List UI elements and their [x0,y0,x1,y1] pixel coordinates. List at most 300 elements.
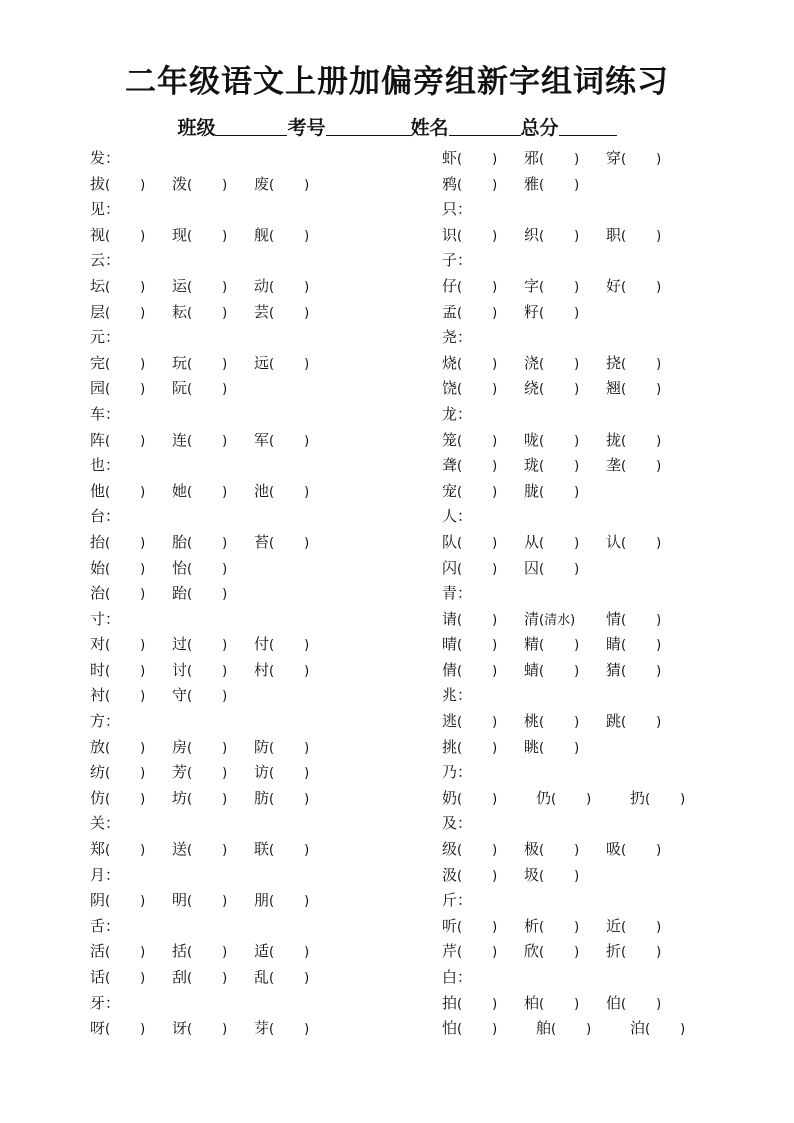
character: 治 [90,584,106,603]
character: 现 [172,225,188,244]
character: 挠 [606,353,622,372]
word-cell [254,965,309,992]
character: 听 [442,916,458,935]
character: 柏 [524,993,540,1012]
word-row [90,760,390,786]
word-cell [254,735,309,762]
word-cell [172,274,227,301]
close-paren: ) [492,356,498,372]
close-paren: ) [574,638,580,654]
open-paren: ( [539,945,545,961]
exam-number-label: 考号 [287,117,326,139]
open-paren: ( [457,177,463,193]
character: 从 [524,532,540,551]
open-paren: ( [457,228,463,244]
word-cell [90,632,145,659]
close-paren: ) [222,766,228,782]
word-cell [254,760,309,787]
word-cell [606,530,661,557]
word-row [90,1016,390,1042]
close-paren: ) [492,177,498,193]
open-paren: ( [105,843,111,859]
word-row [90,683,390,709]
character: 怡 [172,558,188,577]
word-cell [90,939,145,966]
open-paren: ( [457,638,463,654]
word-cell [442,351,497,378]
open-paren: ( [105,535,111,551]
close-paren: ) [304,356,310,372]
radical-heading: 云： [90,251,121,270]
close-paren: ) [492,612,498,628]
word-cell [630,786,685,813]
open-paren: ( [457,612,463,628]
word-row [90,274,390,300]
word-cell [524,939,579,966]
word-cell [442,172,497,199]
word-cell [90,300,145,327]
student-info-line [0,114,794,142]
open-paren: ( [457,945,463,961]
open-paren: ( [621,356,627,372]
character: 刮 [172,968,188,986]
close-paren: ) [574,459,580,475]
close-paren: ) [574,996,580,1012]
word-cell [442,530,497,557]
word-cell [524,428,579,455]
word-cell [524,223,579,250]
close-paren: ) [574,228,580,244]
character: 园 [90,379,106,398]
word-cell [172,735,227,762]
close-paren: ) [574,279,580,295]
word-cell [172,786,227,813]
close-paren: ) [492,996,498,1012]
word-cell [524,300,579,327]
class-blank[interactable] [215,115,287,136]
character: 情 [606,609,622,628]
open-paren: ( [269,535,275,551]
word-cell [254,632,309,659]
close-paren: ) [656,843,662,859]
character: 桃 [524,712,540,731]
word-cell [606,607,661,634]
radical-heading: 元： [90,328,121,347]
character: 职 [606,225,622,244]
word-cell [254,479,309,506]
open-paren: ( [539,459,545,475]
word-cell [90,479,145,506]
close-paren: ) [140,766,146,782]
character: 垄 [606,456,622,475]
close-paren: ) [574,843,580,859]
word-cell [172,760,227,787]
character: 耘 [172,302,188,321]
word-cell [606,709,661,736]
word-cell [442,1016,497,1043]
word-cell [524,658,579,685]
close-paren: ) [140,356,146,372]
word-cell [524,837,579,864]
open-paren: ( [187,766,193,782]
character: 军 [254,430,270,449]
open-paren: ( [105,740,111,756]
word-row [90,658,390,684]
character: 连 [172,430,188,449]
close-paren: ) [492,791,498,807]
close-paren: ) [656,945,662,961]
word-cell [442,300,497,327]
character: 级 [442,840,458,859]
word-cell [606,632,661,659]
character: 括 [172,942,188,961]
close-paren: ) [574,356,580,372]
word-row [442,632,762,658]
character: 字 [524,276,540,295]
character: 清 [524,609,540,628]
word-cell [524,376,579,403]
word-cell [172,939,227,966]
open-paren: ( [105,689,111,705]
word-cell [172,351,227,378]
character: 坛 [90,276,106,295]
open-paren: ( [621,945,627,961]
word-cell [172,658,227,685]
open-paren: ( [457,843,463,859]
close-paren: ) [222,945,228,961]
close-paren: ) [492,868,498,884]
close-paren: ) [304,279,310,295]
character: 阴 [90,891,106,910]
open-paren: ( [551,791,557,807]
close-paren: ) [140,433,146,449]
close-paren: ) [656,228,662,244]
close-paren: ) [304,971,310,986]
radical-heading: 子： [442,251,473,270]
close-paren: ) [222,894,228,910]
character: 房 [172,737,188,756]
word-cell [90,735,145,762]
character: 始 [90,558,106,577]
word-cell [90,786,145,813]
close-paren: ) [304,843,310,859]
word-cell [524,735,579,762]
close-paren: ) [222,740,228,756]
word-row [90,939,390,965]
character: 近 [606,916,622,935]
radical-heading: 尧： [442,328,473,347]
radical-heading: 及： [442,814,473,833]
word-cell [254,1016,309,1043]
open-paren: ( [105,228,111,244]
word-row [442,914,762,940]
word-cell [630,1016,685,1043]
radical-heading: 月： [90,865,121,884]
open-paren: ( [539,715,545,731]
close-paren: ) [140,1022,146,1038]
character: 倩 [442,660,458,679]
word-row [442,556,762,582]
close-paren: ) [222,791,228,807]
open-paren: ( [269,971,275,986]
word-cell [254,658,309,685]
close-paren: ) [140,791,146,807]
word-row [90,376,390,402]
close-paren: ) [304,894,310,910]
close-paren: ) [492,484,498,500]
close-paren: ) [222,689,228,705]
open-paren: ( [621,228,627,244]
word-cell [606,939,661,966]
close-paren: ) [140,894,146,910]
character: 宠 [442,481,458,500]
word-cell [442,453,497,480]
close-paren: ) [304,766,310,782]
word-cell [90,760,145,787]
word-cell [172,837,227,864]
close-paren: ) [656,919,662,935]
word-cell [442,914,497,941]
character: 乱 [254,968,270,986]
word-cell [254,172,309,199]
word-row [442,146,762,172]
close-paren: ) [574,740,580,756]
close-paren: ) [492,715,498,731]
word-row [442,530,762,556]
open-paren: ( [645,1022,651,1038]
character: 芳 [172,763,188,782]
open-paren: ( [269,177,275,193]
close-paren: ) [492,561,498,577]
word-cell [442,735,497,762]
character: 笼 [442,430,458,449]
character: 虾 [442,149,458,167]
character: 认 [606,532,622,551]
open-paren: ( [105,971,111,986]
open-paren: ( [457,279,463,295]
open-paren: ( [539,356,545,372]
character: 玩 [172,353,188,372]
word-row [442,172,762,198]
open-paren: ( [269,279,275,295]
open-paren: ( [539,843,545,859]
close-paren: ) [586,791,592,807]
radical-heading: 关： [90,814,121,833]
open-paren: ( [539,484,545,500]
open-paren: ( [269,843,275,859]
exam-number-blank[interactable] [326,115,411,136]
open-paren: ( [621,715,627,731]
character: 适 [254,942,270,961]
character: 识 [442,225,458,244]
open-paren: ( [621,996,627,1012]
word-cell [442,837,497,864]
close-paren: ) [574,305,580,321]
radical-heading: 乃： [442,763,473,782]
open-paren: ( [621,843,627,859]
character: 鸦 [442,174,458,193]
word-row [442,837,762,863]
close-paren: ) [140,279,146,295]
word-cell [442,428,497,455]
close-paren: ) [140,535,146,551]
character: 废 [254,174,270,193]
close-paren: ) [140,484,146,500]
character: 抬 [90,532,106,551]
open-paren: ( [457,561,463,577]
character: 拍 [442,993,458,1012]
word-cell [90,351,145,378]
character: 肪 [254,788,270,807]
close-paren: ) [574,382,580,398]
open-paren: ( [269,1022,275,1038]
word-cell [442,479,497,506]
character: 他 [90,481,106,500]
word-cell [172,530,227,557]
radical-heading: 斤： [442,891,473,910]
open-paren: ( [457,791,463,807]
character: 闪 [442,558,458,577]
word-cell [524,479,579,506]
close-paren: ) [140,971,146,986]
close-paren: ) [140,689,146,705]
word-cell [524,991,579,1018]
close-paren: ) [222,971,228,986]
open-paren: ( [105,1022,111,1038]
character: 芹 [442,942,458,961]
open-paren: ( [105,433,111,449]
word-cell [524,607,575,634]
close-paren: ) [304,791,310,807]
word-cell [90,965,145,992]
word-cell [536,1016,591,1043]
character: 防 [254,737,270,756]
word-cell [442,607,497,634]
open-paren: ( [457,663,463,679]
open-paren: ( [105,356,111,372]
open-paren: ( [269,791,275,807]
close-paren: ) [570,612,576,628]
radical-heading: 青： [442,584,473,603]
character: 视 [90,225,106,244]
word-cell [172,223,227,250]
open-paren: ( [269,740,275,756]
close-paren: ) [222,663,228,679]
close-paren: ) [222,305,228,321]
word-row [442,939,762,965]
open-paren: ( [187,535,193,551]
word-cell [172,683,227,710]
radical-heading: 方： [90,712,121,731]
word-cell [606,428,661,455]
word-row [442,376,762,402]
word-cell [254,939,309,966]
open-paren: ( [187,382,193,398]
character: 苔 [254,532,270,551]
close-paren: ) [574,919,580,935]
word-cell [524,274,579,301]
close-paren: ) [492,945,498,961]
word-row [442,1016,762,1042]
word-cell [254,786,309,813]
character: 活 [90,942,106,961]
open-paren: ( [457,535,463,551]
open-paren: ( [539,638,545,654]
open-paren: ( [457,715,463,731]
close-paren: ) [656,356,662,372]
open-paren: ( [187,663,193,679]
open-paren: ( [539,561,545,577]
character: 阵 [90,430,106,449]
word-cell [90,223,145,250]
close-paren: ) [222,279,228,295]
word-cell [172,428,227,455]
character: 泊 [630,1019,646,1038]
close-paren: ) [222,177,228,193]
character: 孟 [442,302,458,321]
word-cell [254,837,309,864]
close-paren: ) [222,535,228,551]
word-cell [606,837,661,864]
character: 呀 [90,1019,106,1038]
close-paren: ) [574,868,580,884]
open-paren: ( [621,663,627,679]
close-paren: ) [492,433,498,449]
open-paren: ( [551,1022,557,1038]
word-cell [524,914,579,941]
character: 明 [172,891,188,910]
word-cell [606,351,661,378]
name-blank[interactable] [449,115,521,136]
score-blank[interactable] [559,115,617,136]
word-row [90,888,390,914]
character: 扔 [630,788,646,807]
close-paren: ) [222,587,228,603]
close-paren: ) [304,177,310,193]
word-row [442,428,762,454]
word-cell [90,530,145,557]
close-paren: ) [304,535,310,551]
close-paren: ) [492,305,498,321]
close-paren: ) [140,587,146,603]
word-cell [172,376,227,403]
close-paren: ) [586,1022,592,1038]
word-cell [536,786,591,813]
word-cell [172,888,227,915]
character: 泼 [172,174,188,193]
open-paren: ( [539,663,545,679]
character: 胎 [172,532,188,551]
character: 汲 [442,865,458,884]
character: 精 [524,635,540,654]
close-paren: ) [140,177,146,193]
word-cell [524,351,579,378]
close-paren: ) [222,433,228,449]
close-paren: ) [304,945,310,961]
word-cell [524,632,579,659]
character: 拢 [606,430,622,449]
radical-heading: 见： [90,200,121,219]
open-paren: ( [539,868,545,884]
open-paren: ( [187,356,193,372]
character: 村 [254,660,270,679]
open-paren: ( [457,484,463,500]
word-cell [606,274,661,301]
word-row [90,735,390,761]
open-paren: ( [105,766,111,782]
word-cell [254,300,309,327]
class-label: 班级 [177,117,216,139]
